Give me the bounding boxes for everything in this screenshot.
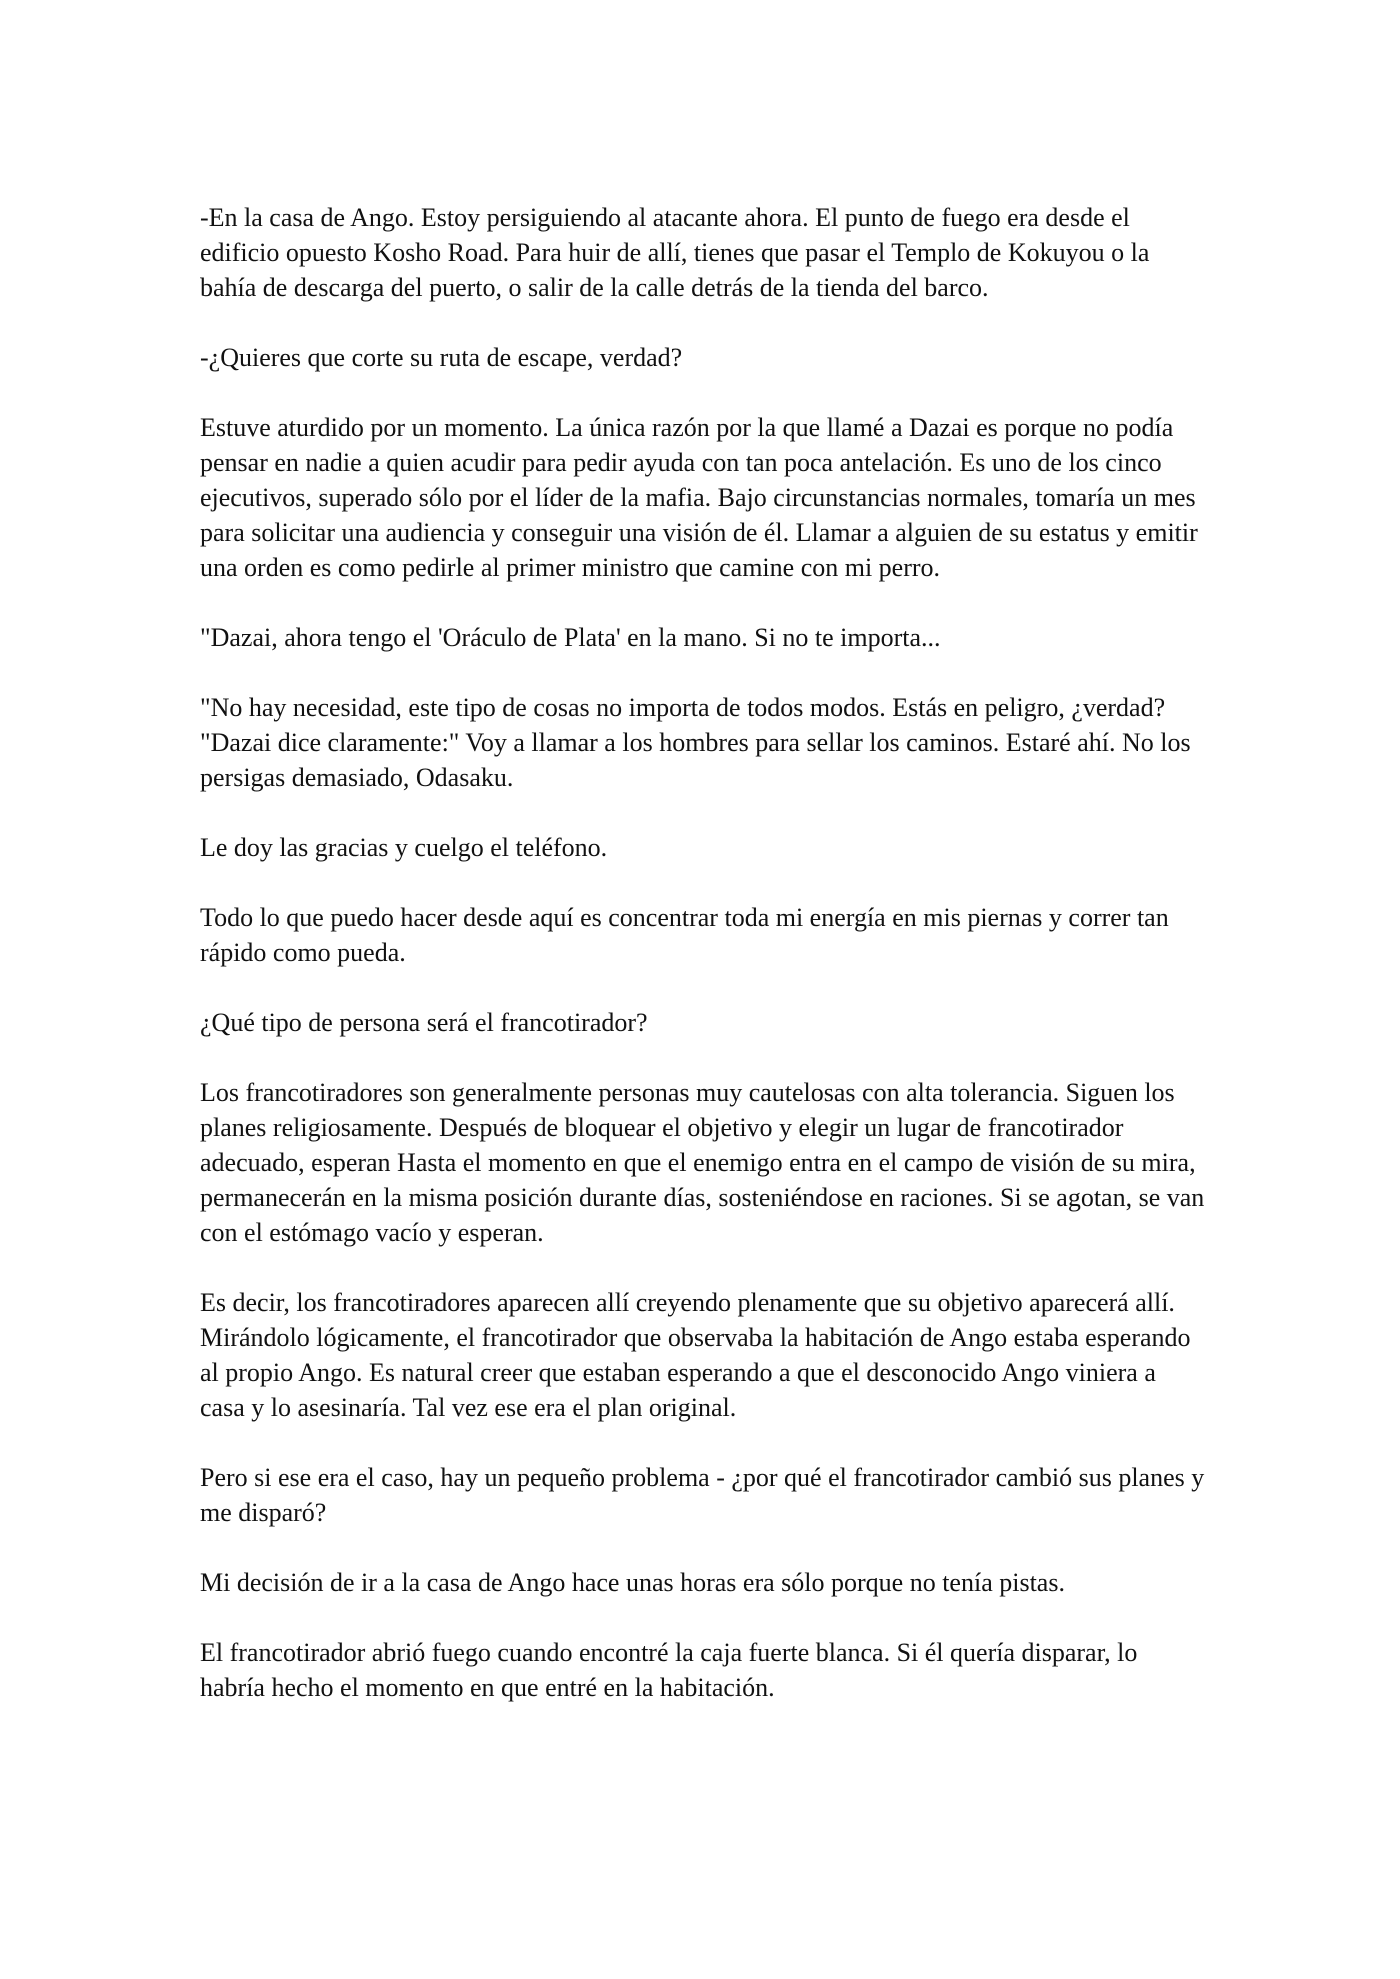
paragraph: Es decir, los francotiradores aparecen allí creyendo plenamente que su objetivo aparecerá allí.: [200, 1288, 1175, 1317]
paragraph: Estuve aturdido por un momento. La única razón por la que llamé a Dazai es porque no podía pensar en nadie a quien acudir para pedir ayuda con tan poca antelación. Es uno de los cinco ejecutivos, superado sólo por el líder de la mafia. Bajo circunstancias normales, tomaría un mes para solicitar una audiencia y conseguir una visión de él. Llamar a alguien de su estatus y emitir una orden es como pedirle al primer ministro que camine con mi perro.: [200, 413, 1198, 582]
paragraph: Le doy las gracias y cuelgo el teléfono.: [200, 833, 608, 862]
paragraph: Los francotiradores son generalmente personas muy cautelosas con alta tolerancia. Siguen los planes religiosamente. Después de bloquear el objetivo y elegir un lugar de francotirador adecuado, esperan Hasta el momento en que el enemigo entra en el campo de visión de su mira, permanecerán en la misma posición durante días, sosteniéndose en raciones. Si se agotan, se van con el estómago vacío y esperan.: [200, 1078, 1205, 1247]
paragraph: Mirándolo lógicamente, el francotirador que observaba la habitación de Ango estaba esperando al propio Ango. Es natural creer que estaban esperando a que el desconocido Ango viniera a casa y lo asesinaría. Tal vez ese era el plan original.: [200, 1323, 1191, 1422]
paragraph: ¿Qué tipo de persona será el francotirador?: [200, 1008, 648, 1037]
body-text: [200, 200, 1205, 1740]
paragraph: "No hay necesidad, este tipo de cosas no importa de todos modos. Estás en peligro, ¿verdad? "Dazai dice claramente:" Voy a llamar a los hombres para sellar los caminos. Estaré ahí. No los persigas demasiado, Odasaku.: [200, 693, 1191, 792]
paragraph: -En la casa de Ango. Estoy persiguiendo al atacante ahora. El punto de fuego era desde el edificio opuesto Kosho Road. Para huir de allí, tienes que pasar el Templo de Kokuyou o la bahía de descarga del puerto, o salir de la calle detrás de la tienda del barco.: [200, 203, 1150, 302]
paragraph: -¿Quieres que corte su ruta de escape, verdad?: [200, 343, 683, 372]
paragraph: El francotirador abrió fuego cuando encontré la caja fuerte blanca. Si él quería disparar, lo habría hecho el momento en que entré en la habitación.: [200, 1638, 1138, 1702]
paragraph: Pero si ese era el caso, hay un pequeño problema - ¿por qué el francotirador cambió sus planes y me disparó?: [200, 1463, 1205, 1527]
paragraph: "Dazai, ahora tengo el 'Oráculo de Plata' en la mano. Si no te importa...: [200, 623, 941, 652]
paragraph: Todo lo que puedo hacer desde aquí es concentrar toda mi energía en mis piernas y correr tan rápido como pueda.: [200, 903, 1169, 967]
paragraph: Mi decisión de ir a la casa de Ango hace unas horas era sólo porque no tenía pistas.: [200, 1568, 1065, 1597]
